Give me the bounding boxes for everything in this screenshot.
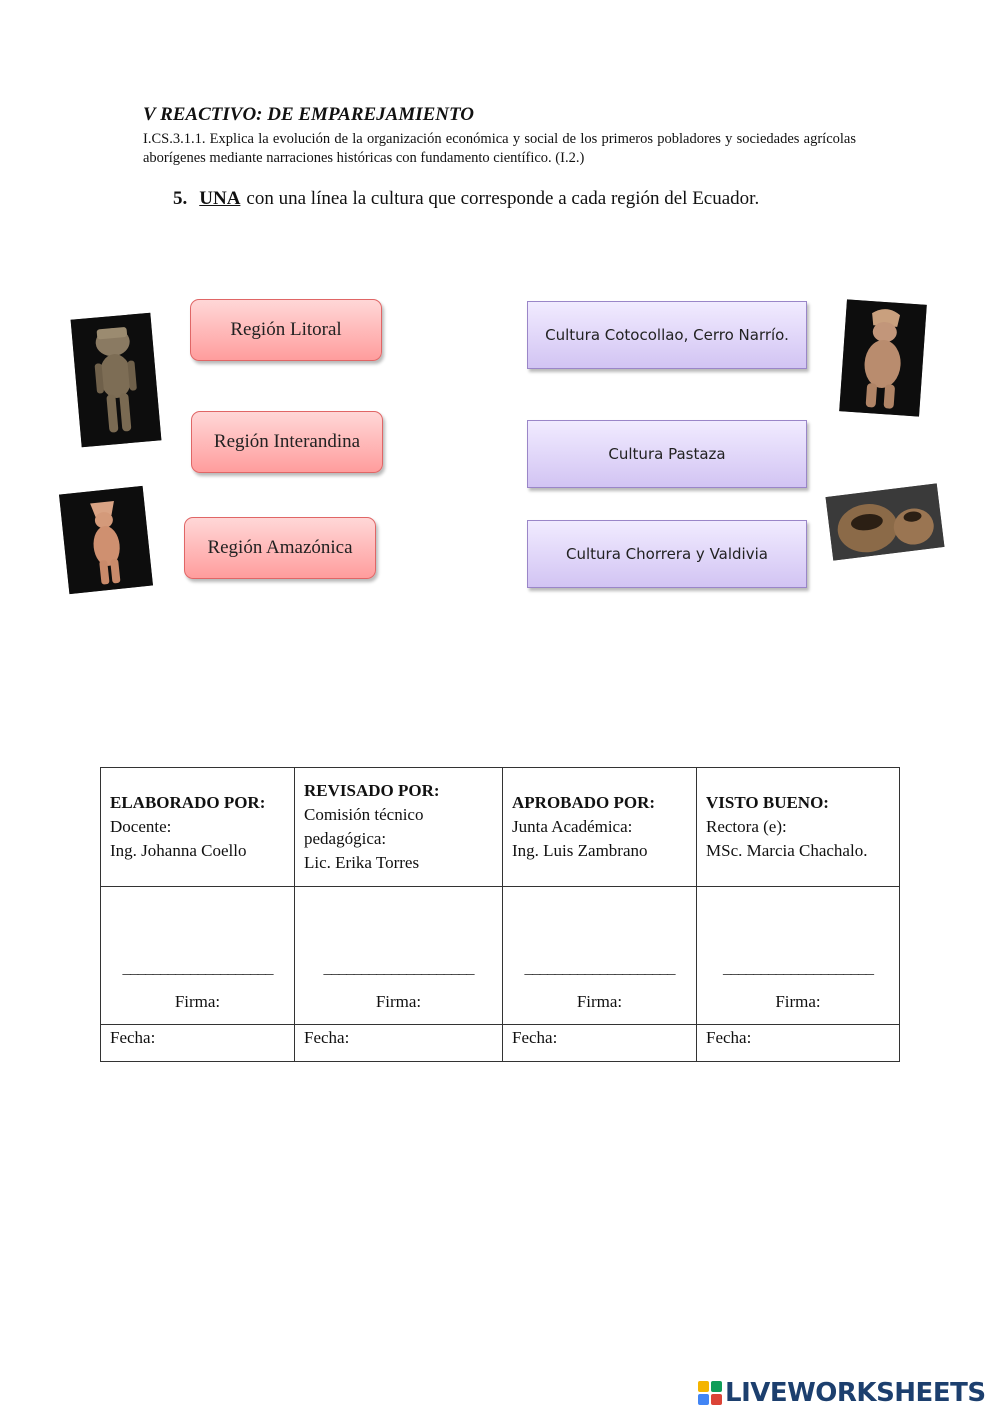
revisado-name: Lic. Erika Torres: [304, 853, 420, 872]
question-number: 5.: [173, 188, 188, 209]
aprobado-cell: [503, 768, 697, 887]
figurine-photo: [71, 313, 162, 447]
signature-cell: [295, 887, 503, 1025]
date-label: Fecha:: [304, 1028, 350, 1047]
signature-line: ____________________: [723, 958, 873, 977]
visto-bueno-title: VISTO BUENO:: [706, 793, 829, 812]
liveworksheets-logo-icon: [698, 1381, 722, 1405]
elaborado-name: Ing. Johanna Coello: [110, 841, 247, 860]
instruction-text: con una línea la cultura que corresponde a cada región del Ecuador.: [246, 188, 760, 209]
date-cell: [503, 1025, 697, 1062]
signature-label: Firma:: [576, 992, 623, 1011]
signature-label: Firma:: [775, 992, 821, 1011]
section-title: V REACTIVO: DE EMPAREJAMIENTO: [143, 104, 475, 125]
indicator-text: I.CS.3.1.1. Explica la evolución de la organización económica y social de los primeros pobladores y sociedades agrícolas aborígenes mediante narraciones históricas con fundamento científico. (I.2.): [143, 131, 856, 166]
revisado-cell: [295, 768, 503, 887]
culture-box-chorrera-valdivia[interactable]: Cultura Chorrera y Valdivia: [527, 520, 807, 588]
revisado-role: Comisión técnico pedagógica:: [304, 805, 424, 848]
date-label: Fecha:: [512, 1028, 558, 1047]
figurine-photo: [839, 299, 927, 416]
aprobado-title: APROBADO POR:: [512, 793, 656, 812]
elaborado-role: Docente:: [110, 817, 172, 836]
signature-line: ____________________: [524, 958, 675, 977]
revisado-title: REVISADO POR:: [304, 781, 440, 800]
date-cell: [101, 1025, 295, 1062]
visto-bueno-name: MSc. Marcia Chachalo.: [706, 841, 868, 860]
liveworksheets-logo: [698, 1378, 986, 1408]
signature-cell: [101, 887, 295, 1025]
figurine-photo: [59, 486, 153, 594]
signature-cell: [697, 887, 900, 1025]
region-box-interandina[interactable]: Región Interandina: [191, 411, 383, 473]
date-label: Fecha:: [110, 1028, 156, 1047]
aprobado-role: Junta Académica:: [512, 817, 633, 836]
culture-box-cotocollao[interactable]: Cultura Cotocollao, Cerro Narrío.: [527, 301, 807, 369]
date-cell: [295, 1025, 503, 1062]
instruction-keyword: UNA: [199, 188, 241, 209]
date-label: Fecha:: [706, 1028, 752, 1047]
liveworksheets-wordmark: LIVEWORKSHEETS: [725, 1378, 986, 1408]
signature-cell: [503, 887, 697, 1025]
elaborado-cell: [101, 768, 295, 887]
visto-bueno-cell: [697, 768, 900, 887]
signature-line: ____________________: [122, 958, 273, 977]
instruction: [173, 188, 759, 210]
aprobado-name: Ing. Luis Zambrano: [512, 841, 648, 860]
signature-table: [100, 767, 900, 1062]
signature-line: ____________________: [323, 958, 474, 977]
region-box-litoral[interactable]: Región Litoral: [190, 299, 382, 361]
signature-label: Firma:: [174, 992, 221, 1011]
signature-label: Firma:: [375, 992, 422, 1011]
pottery-photo: [826, 483, 945, 560]
visto-bueno-role: Rectora (e):: [706, 817, 787, 836]
date-cell: [697, 1025, 900, 1062]
culture-box-pastaza[interactable]: Cultura Pastaza: [527, 420, 807, 488]
region-box-amazonica[interactable]: Región Amazónica: [184, 517, 376, 579]
elaborado-title: ELABORADO POR:: [110, 793, 266, 812]
